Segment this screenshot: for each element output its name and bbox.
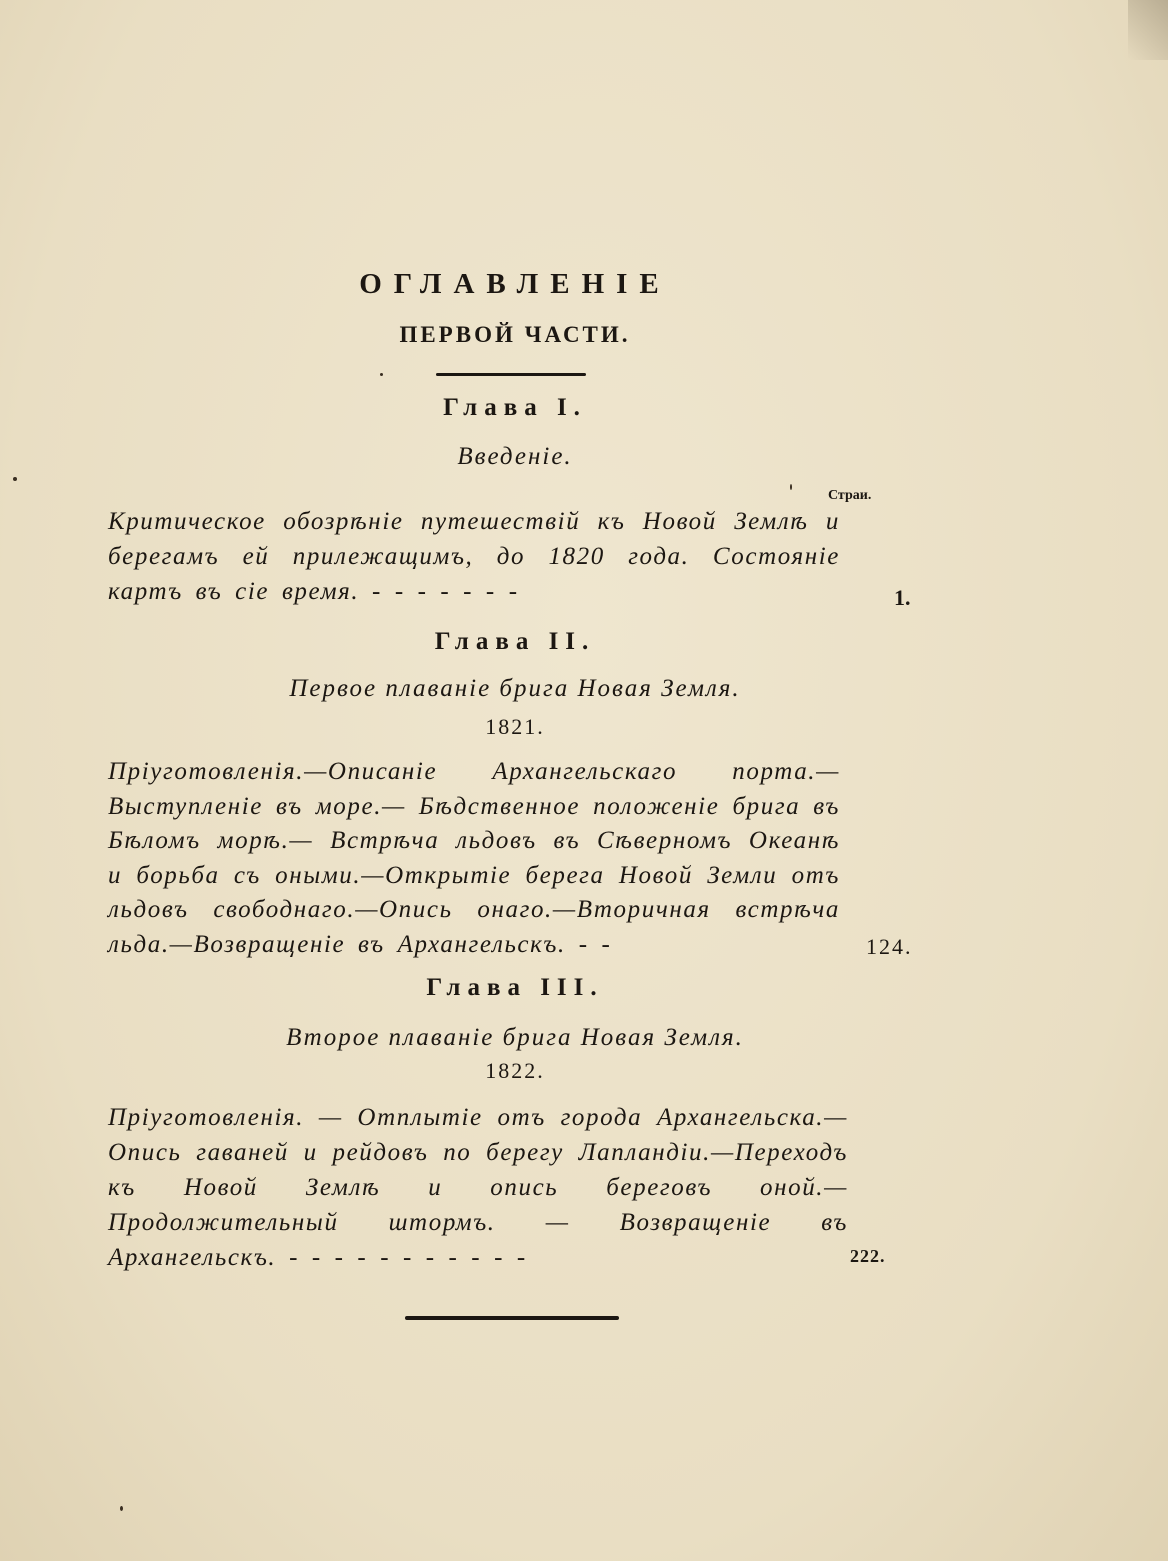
chapter-1-label: Глава I.	[443, 394, 587, 421]
ink-speck	[790, 484, 792, 490]
chapter-2-page-number: 124.	[866, 934, 913, 959]
chapter-3-page-number: 222.	[850, 1246, 886, 1266]
page-subtitle: ПЕРВОЙ ЧАСТИ.	[399, 322, 631, 347]
end-divider	[405, 1316, 619, 1320]
title-divider	[436, 373, 586, 376]
chapter-1-title: Введеніе.	[457, 443, 573, 470]
chapter-2-label: Глава II.	[434, 628, 596, 655]
chapter-2-title: Первое плаваніе брига Новая Земля.	[289, 675, 741, 702]
page-title: ОГЛАВЛЕНІЕ	[359, 268, 671, 300]
chapter-3-summary: Пріуготовленія. — Отплытіе отъ города Архангельска.—Опись гаваней и рейдовъ по берегу Лапландіи.—Переходъ къ Новой Землѣ и опись береговъ оной.— Продолжительный штормъ. — Возвращеніе въ Архангельскъ. - - - - - - - - - - -	[108, 1104, 848, 1271]
chapter-1-summary: Критическое обозрѣніе путешествій къ Новой Землѣ и берегамъ ей прилежащимъ, до 1820 года. Состояніе картъ въ сіе время. - - - - - - -	[108, 508, 840, 605]
chapter-3-title: Второе плаваніе брига Новая Земля.	[286, 1024, 744, 1051]
chapter-2-summary: Пріуготовленія.—Описаніе Архангельскаго порта.— Выступленіе въ море.— Бѣдственное положеніе брига въ Бѣломъ морѣ.— Встрѣча льдовъ въ Сѣверномъ Океанѣ и борьба съ оными.—Открытіе берега Новой Земли отъ льдовъ свободнаго.—Опись онаго.—Вторичная встрѣча льда.—Возвращеніе въ Архангельскъ. - -	[108, 758, 840, 958]
chapter-1-page-number: 1.	[894, 585, 911, 610]
chapter-3-label: Глава III.	[426, 974, 604, 1001]
chapter-3-year: 1822.	[485, 1058, 545, 1083]
ink-speck	[13, 477, 17, 481]
page-corner-shadow	[1128, 0, 1168, 60]
ink-speck	[120, 1506, 123, 1511]
ink-speck	[380, 373, 383, 376]
page-column-label: Страи.	[828, 488, 872, 503]
chapter-2-year: 1821.	[485, 714, 545, 739]
